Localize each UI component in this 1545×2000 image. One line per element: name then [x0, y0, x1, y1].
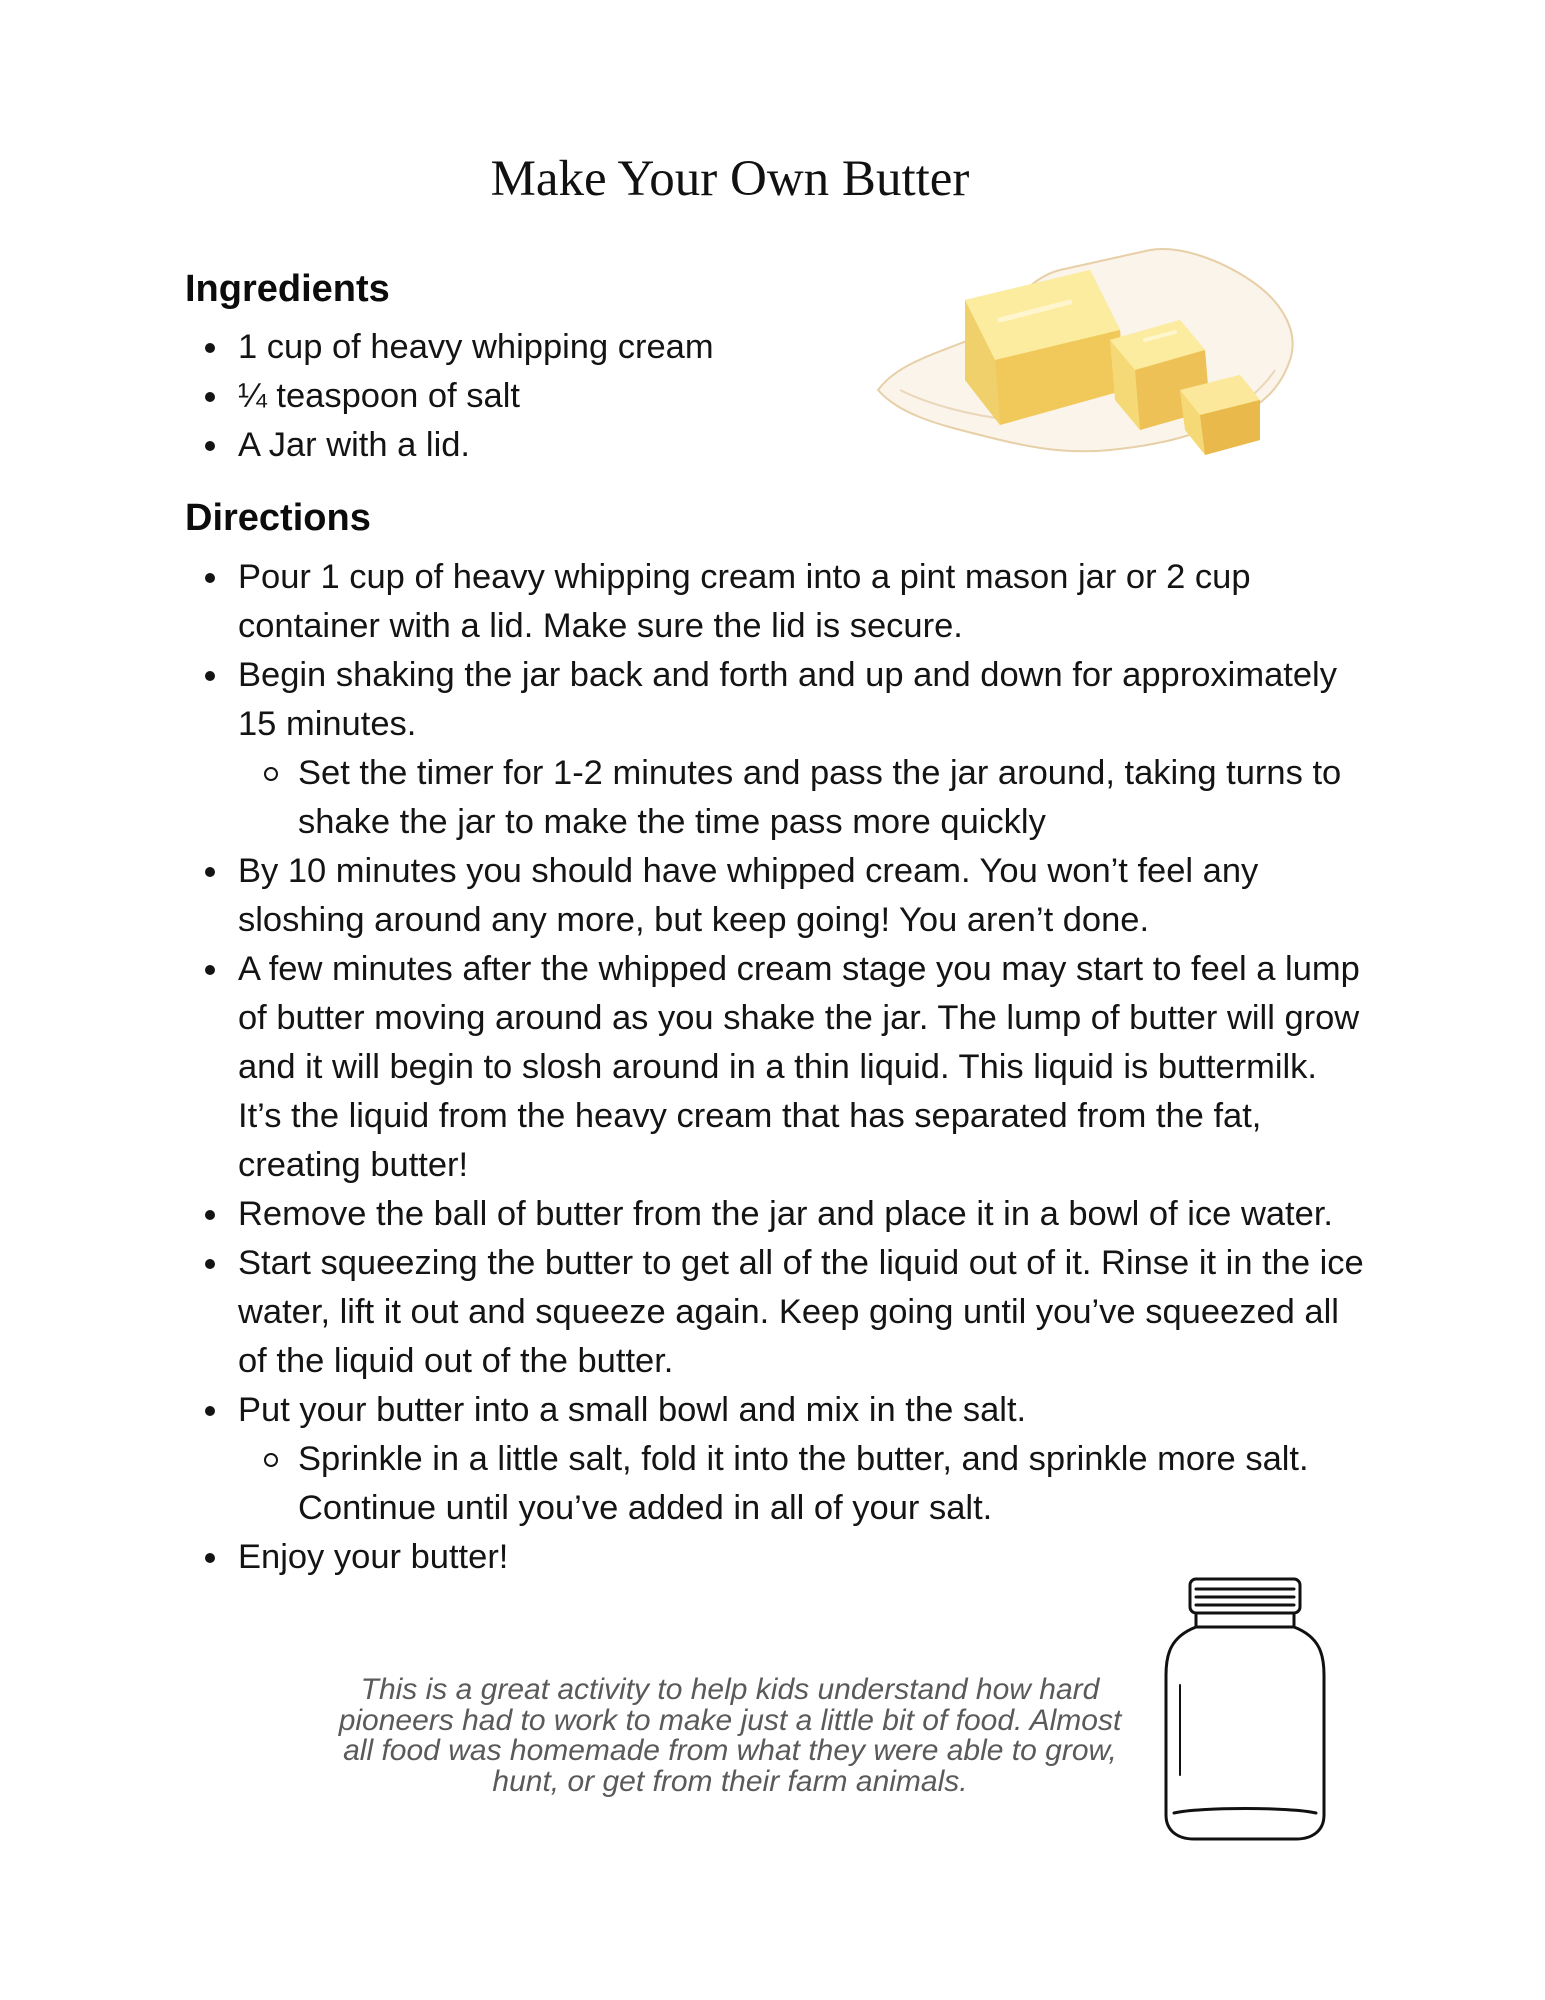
ingredients-list	[238, 323, 878, 470]
direction-step	[238, 1190, 1368, 1239]
direction-step	[238, 945, 1368, 1190]
direction-sub-list	[298, 1435, 1368, 1533]
direction-step-text: Start squeezing the butter to get all of the liquid out of it. Rinse it in the ice water, lift it out and squeeze again. Keep going until you’ve squeezed all of the liquid out of the butter.	[238, 1244, 1364, 1380]
ingredients-heading: Ingredients	[185, 268, 390, 310]
direction-step-text: By 10 minutes you should have whipped cream. You won’t feel any sloshing around any more, but keep going! You aren’t done.	[238, 852, 1259, 939]
mason-jar-illustration	[1160, 1575, 1330, 1845]
direction-sub-list	[298, 749, 1368, 847]
page-title: Make Your Own Butter	[490, 151, 970, 207]
directions-list	[238, 553, 1368, 1582]
butter-illustration	[860, 240, 1320, 470]
direction-step-text: A few minutes after the whipped cream stage you may start to feel a lump of butter moving around as you shake the jar. The lump of butter will grow and it will begin to slosh around in a thin liquid. This liquid is buttermilk. It’s the liquid from the heavy cream that has separated from the fat, creating butter!	[238, 950, 1360, 1184]
direction-step	[238, 1386, 1368, 1533]
directions-heading: Directions	[185, 497, 371, 539]
ingredient-item: ¼ teaspoon of salt	[238, 372, 878, 421]
direction-step	[238, 651, 1368, 847]
direction-step	[238, 847, 1368, 945]
direction-step-text: Put your butter into a small bowl and mix in the salt.	[238, 1391, 1027, 1429]
direction-step-text: Remove the ball of butter from the jar and place it in a bowl of ice water.	[238, 1195, 1333, 1233]
direction-sub-step: Set the timer for 1-2 minutes and pass the jar around, taking turns to shake the jar to make the time pass more quickly	[298, 749, 1368, 847]
direction-step-text: Enjoy your butter!	[238, 1538, 509, 1576]
ingredient-item: A Jar with a lid.	[238, 421, 878, 470]
footnote: This is a great activity to help kids understand how hard pioneers had to work to make just a little bit of food. Almost all food was homemade from what they were able to grow, hunt, or get from their farm animals.	[338, 1673, 1122, 1798]
ingredient-item: 1 cup of heavy whipping cream	[238, 323, 878, 372]
direction-step-text: Pour 1 cup of heavy whipping cream into a pint mason jar or 2 cup container with a lid. Make sure the lid is secure.	[238, 558, 1251, 645]
direction-step-text: Begin shaking the jar back and forth and up and down for approximately 15 minutes.	[238, 656, 1337, 743]
direction-step	[238, 553, 1368, 651]
direction-step	[238, 1239, 1368, 1386]
direction-sub-step: Sprinkle in a little salt, fold it into the butter, and sprinkle more salt. Continue until you’ve added in all of your salt.	[298, 1435, 1368, 1533]
